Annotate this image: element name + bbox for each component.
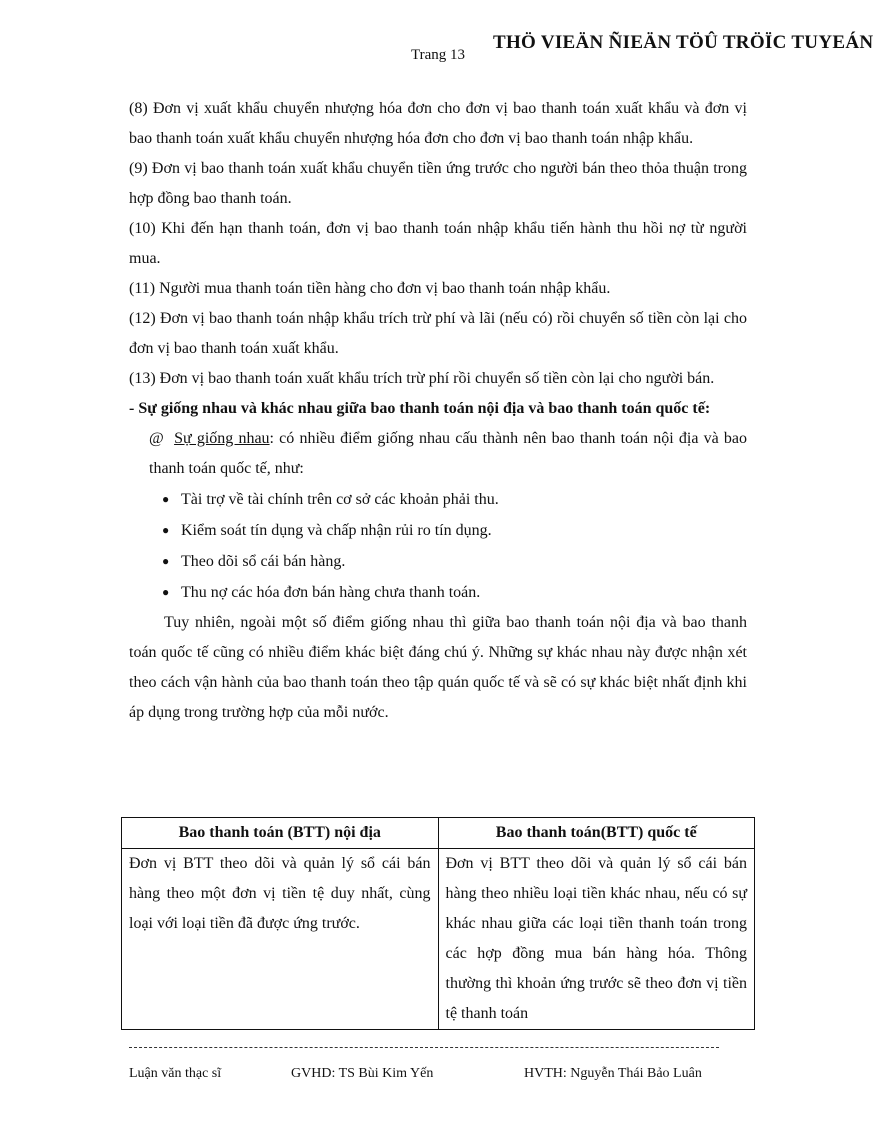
header-international: Bao thanh toán(BTT) quốc tế [438,818,755,849]
header-domestic: Bao thanh toán (BTT) nội địa [122,818,439,849]
table-row [122,849,755,1030]
similarity-text: : có nhiều điểm giống nhau cấu thành nên bao thanh toán nội địa và bao thanh toán quốc tế, như: [149,430,747,477]
paragraph-10: (10) Khi đến hạn thanh toán, đơn vị bao thanh toán nhập khẩu tiến hành thu hồi nợ từ người mua. [129,220,747,267]
cell-domestic: Đơn vị BTT theo dõi và quản lý sổ cái bán hàng theo một đơn vị tiền tệ duy nhất, cùng loại với loại tiền đã được ứng trước. [122,849,439,1030]
bullet-icon: ● [162,585,170,599]
paragraph-9: (9) Đơn vị bao thanh toán xuất khẩu chuyển tiền ứng trước cho người bán theo thỏa thuận trong hợp đồng bao thanh toán. [129,160,747,207]
bullet-icon: ● [162,554,170,568]
site-title: THÖ VIEÄN ÑIEÄN TÖÛ TRÖÏC TUYEÁN [493,32,873,53]
similarity-list [129,484,747,608]
bullet-icon: ● [162,492,170,506]
comparison-table [121,817,755,1030]
footer-divider [129,1047,719,1048]
paragraph-8: (8) Đơn vị xuất khẩu chuyển nhượng hóa đơn cho đơn vị bao thanh toán xuất khẩu và đơn vị bao thanh toán xuất khẩu chuyển nhượng hóa đơn cho đơn vị bao thanh toán nhập khẩu. [129,100,747,147]
list-item: ● Theo dõi sổ cái bán hàng. [162,546,747,577]
list-item: ● Tài trợ về tài chính trên cơ sở các khoản phải thu. [162,484,747,515]
paragraph-11: (11) Người mua thanh toán tiền hàng cho đơn vị bao thanh toán nhập khẩu. [129,280,611,297]
footer-student: HVTH: Nguyễn Thái Bảo Luân [524,1066,702,1081]
list-item: ● Thu nợ các hóa đơn bán hàng chưa thanh toán. [162,577,747,608]
page-number: Trang 13 [411,47,466,63]
paragraph-12: (12) Đơn vị bao thanh toán nhập khẩu trích trừ phí và lãi (nếu có) rồi chuyển số tiền còn lại cho đơn vị bao thanh toán xuất khẩu. [129,310,747,357]
document-body [129,94,747,728]
table-header-row [122,818,755,849]
similarity-paragraph [129,424,747,484]
bullet-icon: ● [162,523,170,537]
at-marker: @ [149,430,164,447]
paragraph-13: (13) Đơn vị bao thanh toán xuất khẩu trích trừ phí rồi chuyển số tiền còn lại cho người bán. [129,370,715,387]
cell-international: Đơn vị BTT theo dõi và quản lý sổ cái bán hàng theo nhiều loại tiền khác nhau, nếu có sự khác nhau giữa các loại tiền thanh toán trong các hợp đồng mua bán hàng hóa. Thông thường thì khoản ứng trước sẽ theo đơn vị tiền tệ thanh toán [438,849,755,1030]
however-paragraph: Tuy nhiên, ngoài một số điểm giống nhau thì giữa bao thanh toán nội địa và bao thanh toán quốc tế cũng có nhiều điểm khác biệt đáng chú ý. Những sự khác nhau này được nhận xét theo cách vận hành của bao thanh toán theo tập quán quốc tế và sẽ có sự khác biệt nhất định khi áp dụng trong trường hợp của mỗi nước. [129,614,747,721]
footer-supervisor: GVHD: TS Bùi Kim Yến [291,1066,434,1081]
footer-left: Luận văn thạc sĩ [129,1066,222,1081]
section-heading: - Sự giống nhau và khác nhau giữa bao thanh toán nội địa và bao thanh toán quốc tế: [129,400,711,417]
list-item: ● Kiểm soát tín dụng và chấp nhận rủi ro tín dụng. [162,515,747,546]
similarity-label: Sự giống nhau [174,430,270,447]
